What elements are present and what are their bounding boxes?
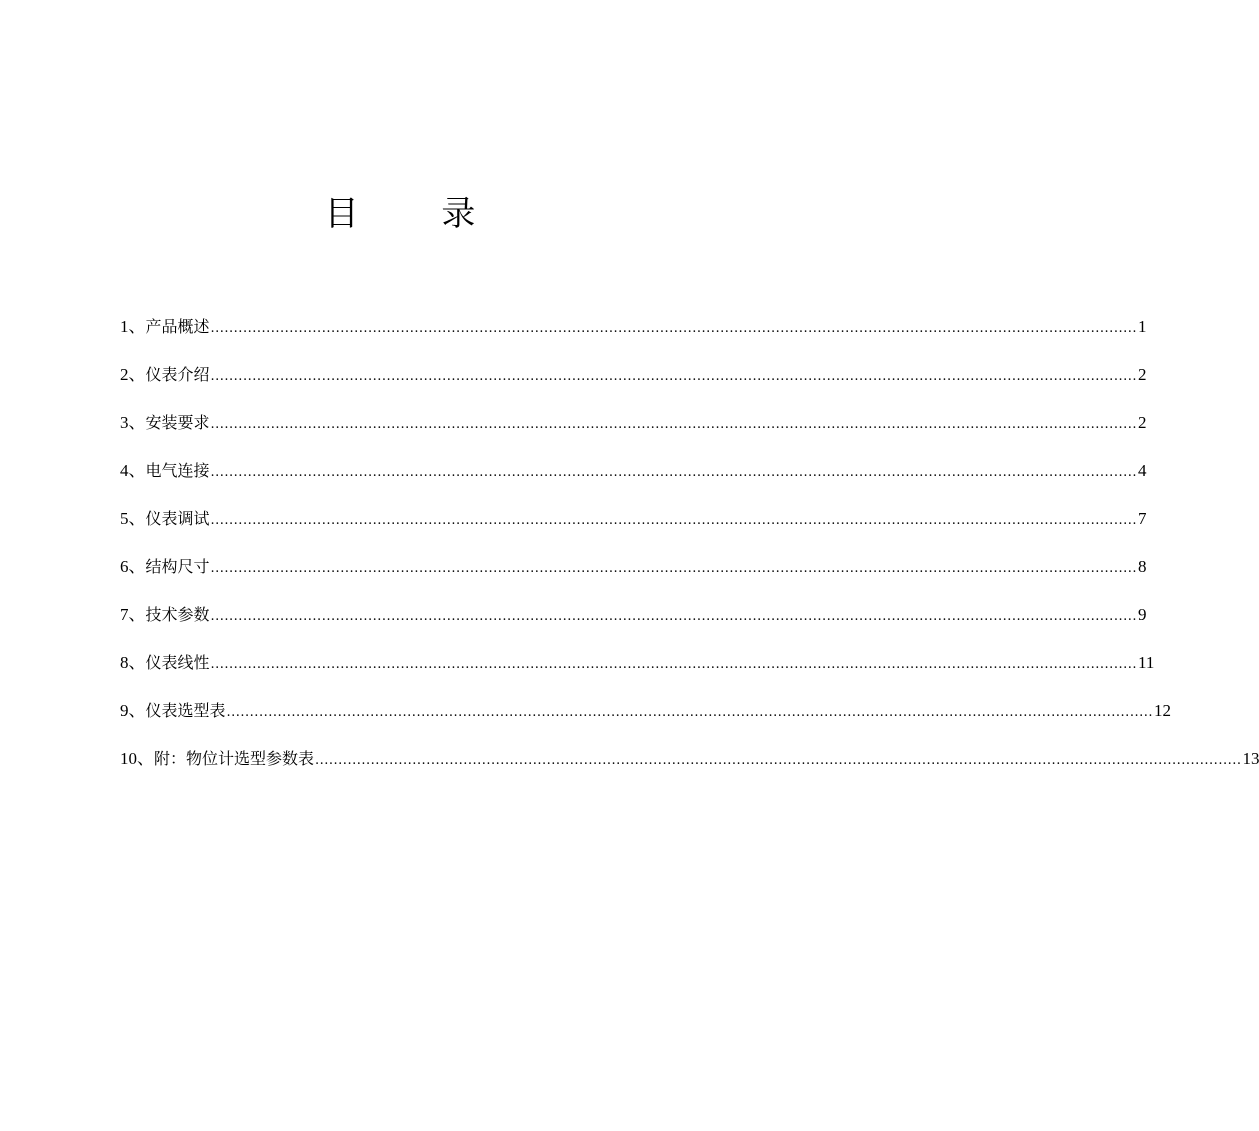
toc-entry-title: 附：物位计选型参数表 xyxy=(154,749,315,768)
leader-dots: ........................................................................................................................................................................................................ xyxy=(210,369,1137,384)
toc-entry-number: 6、 xyxy=(120,557,146,576)
page-title: 目 录 xyxy=(324,194,512,234)
toc-entry-page: 13 xyxy=(1242,749,1259,768)
toc-entry-number: 3、 xyxy=(120,413,146,432)
toc-entry-number: 1、 xyxy=(120,317,146,336)
toc-entry-page: 8 xyxy=(1137,557,1147,576)
toc-entry[interactable] xyxy=(120,314,1147,340)
toc-entry[interactable] xyxy=(120,698,1171,724)
leader-dots: ........................................................................................................................................................................................................ xyxy=(210,321,1137,336)
leader-dots: ........................................................................................................................................................................................................ xyxy=(210,657,1137,672)
toc-entry-title: 安装要求 xyxy=(145,413,210,432)
leader-dots: ........................................................................................................................................................................................................ xyxy=(210,609,1137,624)
leader-dots: ........................................................................................................................................................................................................ xyxy=(210,417,1137,432)
toc-entry-number: 4、 xyxy=(120,461,146,480)
toc-entry-number: 7、 xyxy=(120,605,146,624)
toc-entry[interactable] xyxy=(120,746,1259,772)
toc-entry-title: 仪表介绍 xyxy=(145,365,210,384)
toc-entry-page: 7 xyxy=(1137,509,1147,528)
toc-entry-page: 2 xyxy=(1137,413,1147,432)
toc-entry-number: 9、 xyxy=(120,701,146,720)
toc-entry-title: 仪表选型表 xyxy=(145,701,226,720)
leader-dots: ........................................................................................................................................................................................................ xyxy=(315,753,1242,768)
toc-entry[interactable] xyxy=(120,506,1147,532)
toc-entry-page: 2 xyxy=(1137,365,1147,384)
toc-entry-page: 12 xyxy=(1153,701,1171,720)
toc-entry-page: 4 xyxy=(1137,461,1147,480)
toc-entry-title: 产品概述 xyxy=(145,317,210,336)
leader-dots: ........................................................................................................................................................................................................ xyxy=(210,465,1137,480)
toc-entry-page: 11 xyxy=(1137,653,1155,672)
toc-entry[interactable] xyxy=(120,650,1155,676)
toc-entry[interactable] xyxy=(120,602,1147,628)
toc-entry-number: 5、 xyxy=(120,509,146,528)
toc-entry[interactable] xyxy=(120,410,1147,436)
toc-entry-number: 2、 xyxy=(120,365,146,384)
toc-entry-title: 仪表调试 xyxy=(145,509,210,528)
toc-entry-title: 结构尺寸 xyxy=(145,557,210,576)
toc-entry-page: 9 xyxy=(1137,605,1147,624)
toc-entry[interactable] xyxy=(120,458,1147,484)
toc-entry-page: 1 xyxy=(1137,317,1147,336)
toc-entry-title: 技术参数 xyxy=(145,605,210,624)
toc-entry[interactable] xyxy=(120,554,1147,580)
toc-entry-title: 仪表线性 xyxy=(145,653,210,672)
leader-dots: ........................................................................................................................................................................................................ xyxy=(210,561,1137,576)
leader-dots: ........................................................................................................................................................................................................ xyxy=(210,513,1137,528)
leader-dots: ........................................................................................................................................................................................................ xyxy=(226,705,1153,720)
toc-entry[interactable] xyxy=(120,362,1147,388)
toc-entry-title: 电气连接 xyxy=(145,461,210,480)
toc-entry-number: 10、 xyxy=(120,749,154,768)
toc-entry-number: 8、 xyxy=(120,653,146,672)
